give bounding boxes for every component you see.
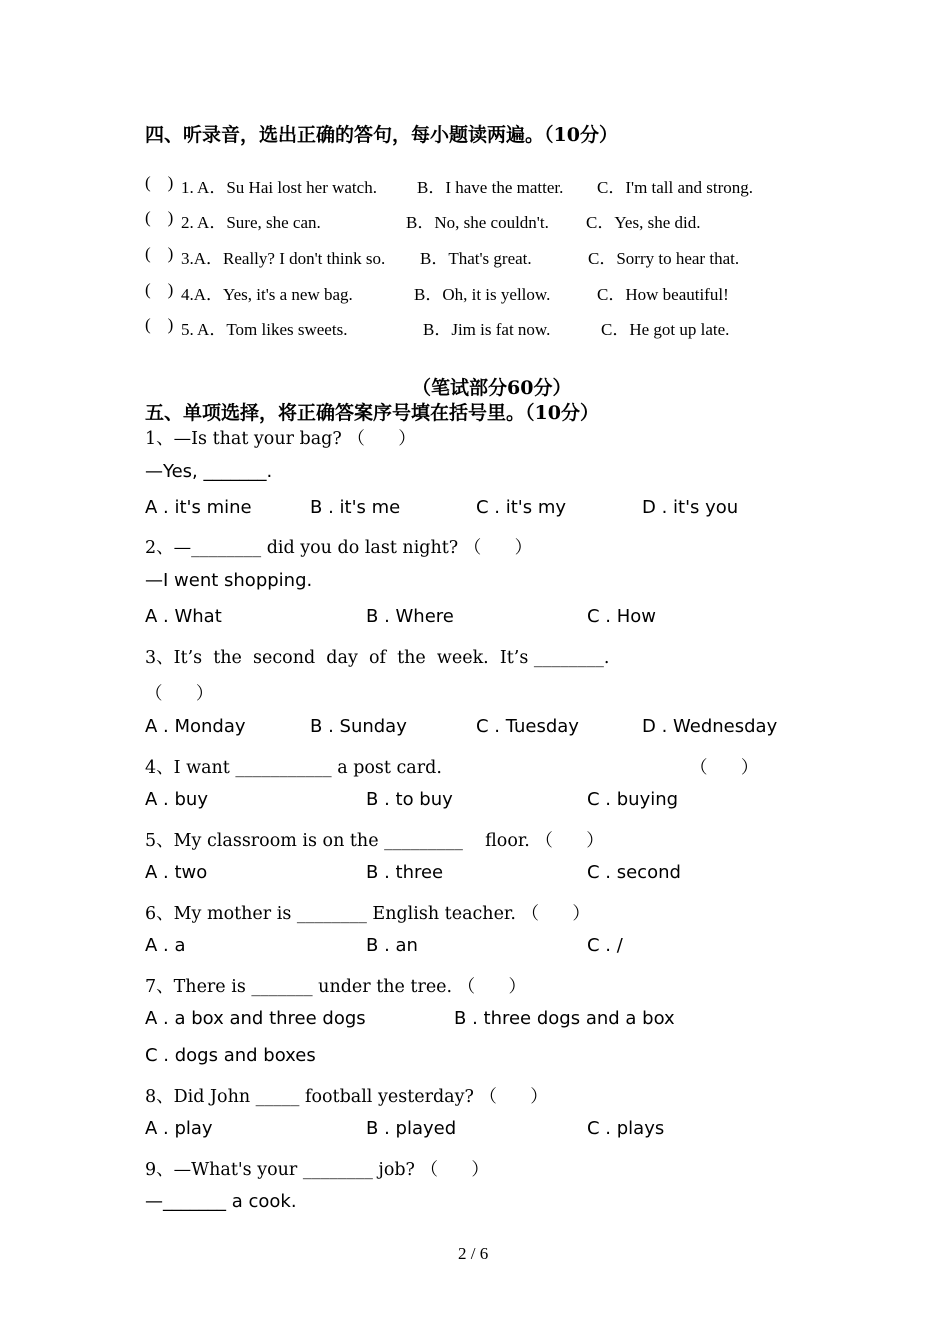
- question-1-option-a[interactable]: A . it's mine: [145, 497, 252, 518]
- question-2-answer-line: —I went shopping.: [145, 570, 313, 591]
- question-4-option-a[interactable]: A . buy: [145, 789, 208, 810]
- question-8-option-b[interactable]: B . played: [366, 1118, 457, 1139]
- question-9-stem: 9、—What's your ________ job? （ ）: [145, 1160, 489, 1180]
- section-4-title: 四、听录音，选出正确的答句，每小题读两遍。（10分）: [145, 124, 618, 146]
- option-c: C．Sorry to hear that.: [588, 249, 740, 268]
- question-5-option-c[interactable]: C . second: [587, 862, 681, 883]
- question-6-option-a[interactable]: A . a: [145, 935, 186, 956]
- question-8-option-a[interactable]: A . play: [145, 1118, 213, 1139]
- question-7-stem: 7、There is _______ under the tree. （ ）: [145, 977, 527, 997]
- question-3-option-b[interactable]: B . Sunday: [310, 716, 407, 737]
- question-6-stem: 6、My mother is ________ English teacher. （ ）: [145, 904, 590, 924]
- question-8-stem: 8、Did John _____ football yesterday? （ ）: [145, 1087, 548, 1107]
- question-3-option-a[interactable]: A . Monday: [145, 716, 246, 737]
- question-2-stem: 2、—________ did you do last night? （ ）: [145, 538, 533, 558]
- answer-paren[interactable]: ( ): [145, 173, 174, 192]
- option-a: 2. A．Sure, she can.: [181, 213, 321, 232]
- question-4-option-c[interactable]: C . buying: [587, 789, 679, 810]
- question-3-option-c[interactable]: C . Tuesday: [476, 716, 579, 737]
- option-c: C．Yes, she did.: [586, 213, 701, 232]
- question-2-option-b[interactable]: B . Where: [366, 606, 454, 627]
- option-a: 5. A．Tom likes sweets.: [181, 320, 348, 339]
- option-a: 1. A．Su Hai lost her watch.: [181, 178, 377, 197]
- page-number: 2 / 6: [458, 1244, 489, 1263]
- question-2-option-c[interactable]: C . How: [587, 606, 657, 627]
- answer-paren[interactable]: ( ): [145, 244, 174, 263]
- option-a: 4.A．Yes, it's a new bag.: [181, 285, 353, 304]
- answer-paren[interactable]: ( ): [145, 315, 174, 334]
- question-6-option-c[interactable]: C . /: [587, 935, 623, 956]
- option-b: B．No, she couldn't.: [406, 213, 549, 232]
- question-3-paren[interactable]: （ ）: [145, 684, 214, 704]
- question-3-option-d[interactable]: D . Wednesday: [642, 716, 778, 737]
- option-b: B．Oh, it is yellow.: [414, 285, 551, 304]
- option-c: C．I'm tall and strong.: [597, 178, 754, 197]
- question-5-option-b[interactable]: B . three: [366, 862, 444, 883]
- section-5-title: 五、单项选择，将正确答案序号填在括号里。（10分）: [145, 402, 599, 424]
- question-5-option-a[interactable]: A . two: [145, 862, 208, 883]
- question-1-stem: 1、—Is that your bag? （ ）: [145, 429, 416, 449]
- question-4-paren[interactable]: （ ）: [690, 758, 759, 778]
- question-1-answer-line: —Yes, _______.: [145, 461, 273, 482]
- question-6-option-b[interactable]: B . an: [366, 935, 418, 956]
- option-c: C．How beautiful!: [597, 285, 729, 304]
- question-1-option-d[interactable]: D . it's you: [642, 497, 739, 518]
- question-7-option-a[interactable]: A . a box and three dogs: [145, 1008, 366, 1029]
- question-1-option-c[interactable]: C . it's my: [476, 497, 567, 518]
- question-1-option-b[interactable]: B . it's me: [310, 497, 401, 518]
- question-4-stem: 4、I want ___________ a post card.: [145, 758, 442, 778]
- option-b: B．I have the matter.: [417, 178, 564, 197]
- question-8-option-c[interactable]: C . plays: [587, 1118, 665, 1139]
- option-b: B．Jim is fat now.: [423, 320, 551, 339]
- question-7-option-c[interactable]: C . dogs and boxes: [145, 1045, 316, 1066]
- option-c: C．He got up late.: [601, 320, 730, 339]
- written-part-label: （笔试部分60分）: [412, 377, 572, 399]
- answer-paren[interactable]: ( ): [145, 280, 174, 299]
- question-5-stem: 5、My classroom is on the _________ floor. （ ）: [145, 831, 604, 851]
- answer-paren[interactable]: ( ): [145, 208, 174, 227]
- question-3-stem: 3、It’s the second day of the week. It’s ________.: [145, 648, 610, 668]
- option-a: 3.A．Really? I don't think so.: [181, 249, 386, 268]
- option-b: B．That's great.: [420, 249, 532, 268]
- question-4-option-b[interactable]: B . to buy: [366, 789, 453, 810]
- question-7-option-b[interactable]: B . three dogs and a box: [454, 1008, 675, 1029]
- question-9-answer-line: —_______ a cook.: [145, 1191, 297, 1212]
- question-2-option-a[interactable]: A . What: [145, 606, 222, 627]
